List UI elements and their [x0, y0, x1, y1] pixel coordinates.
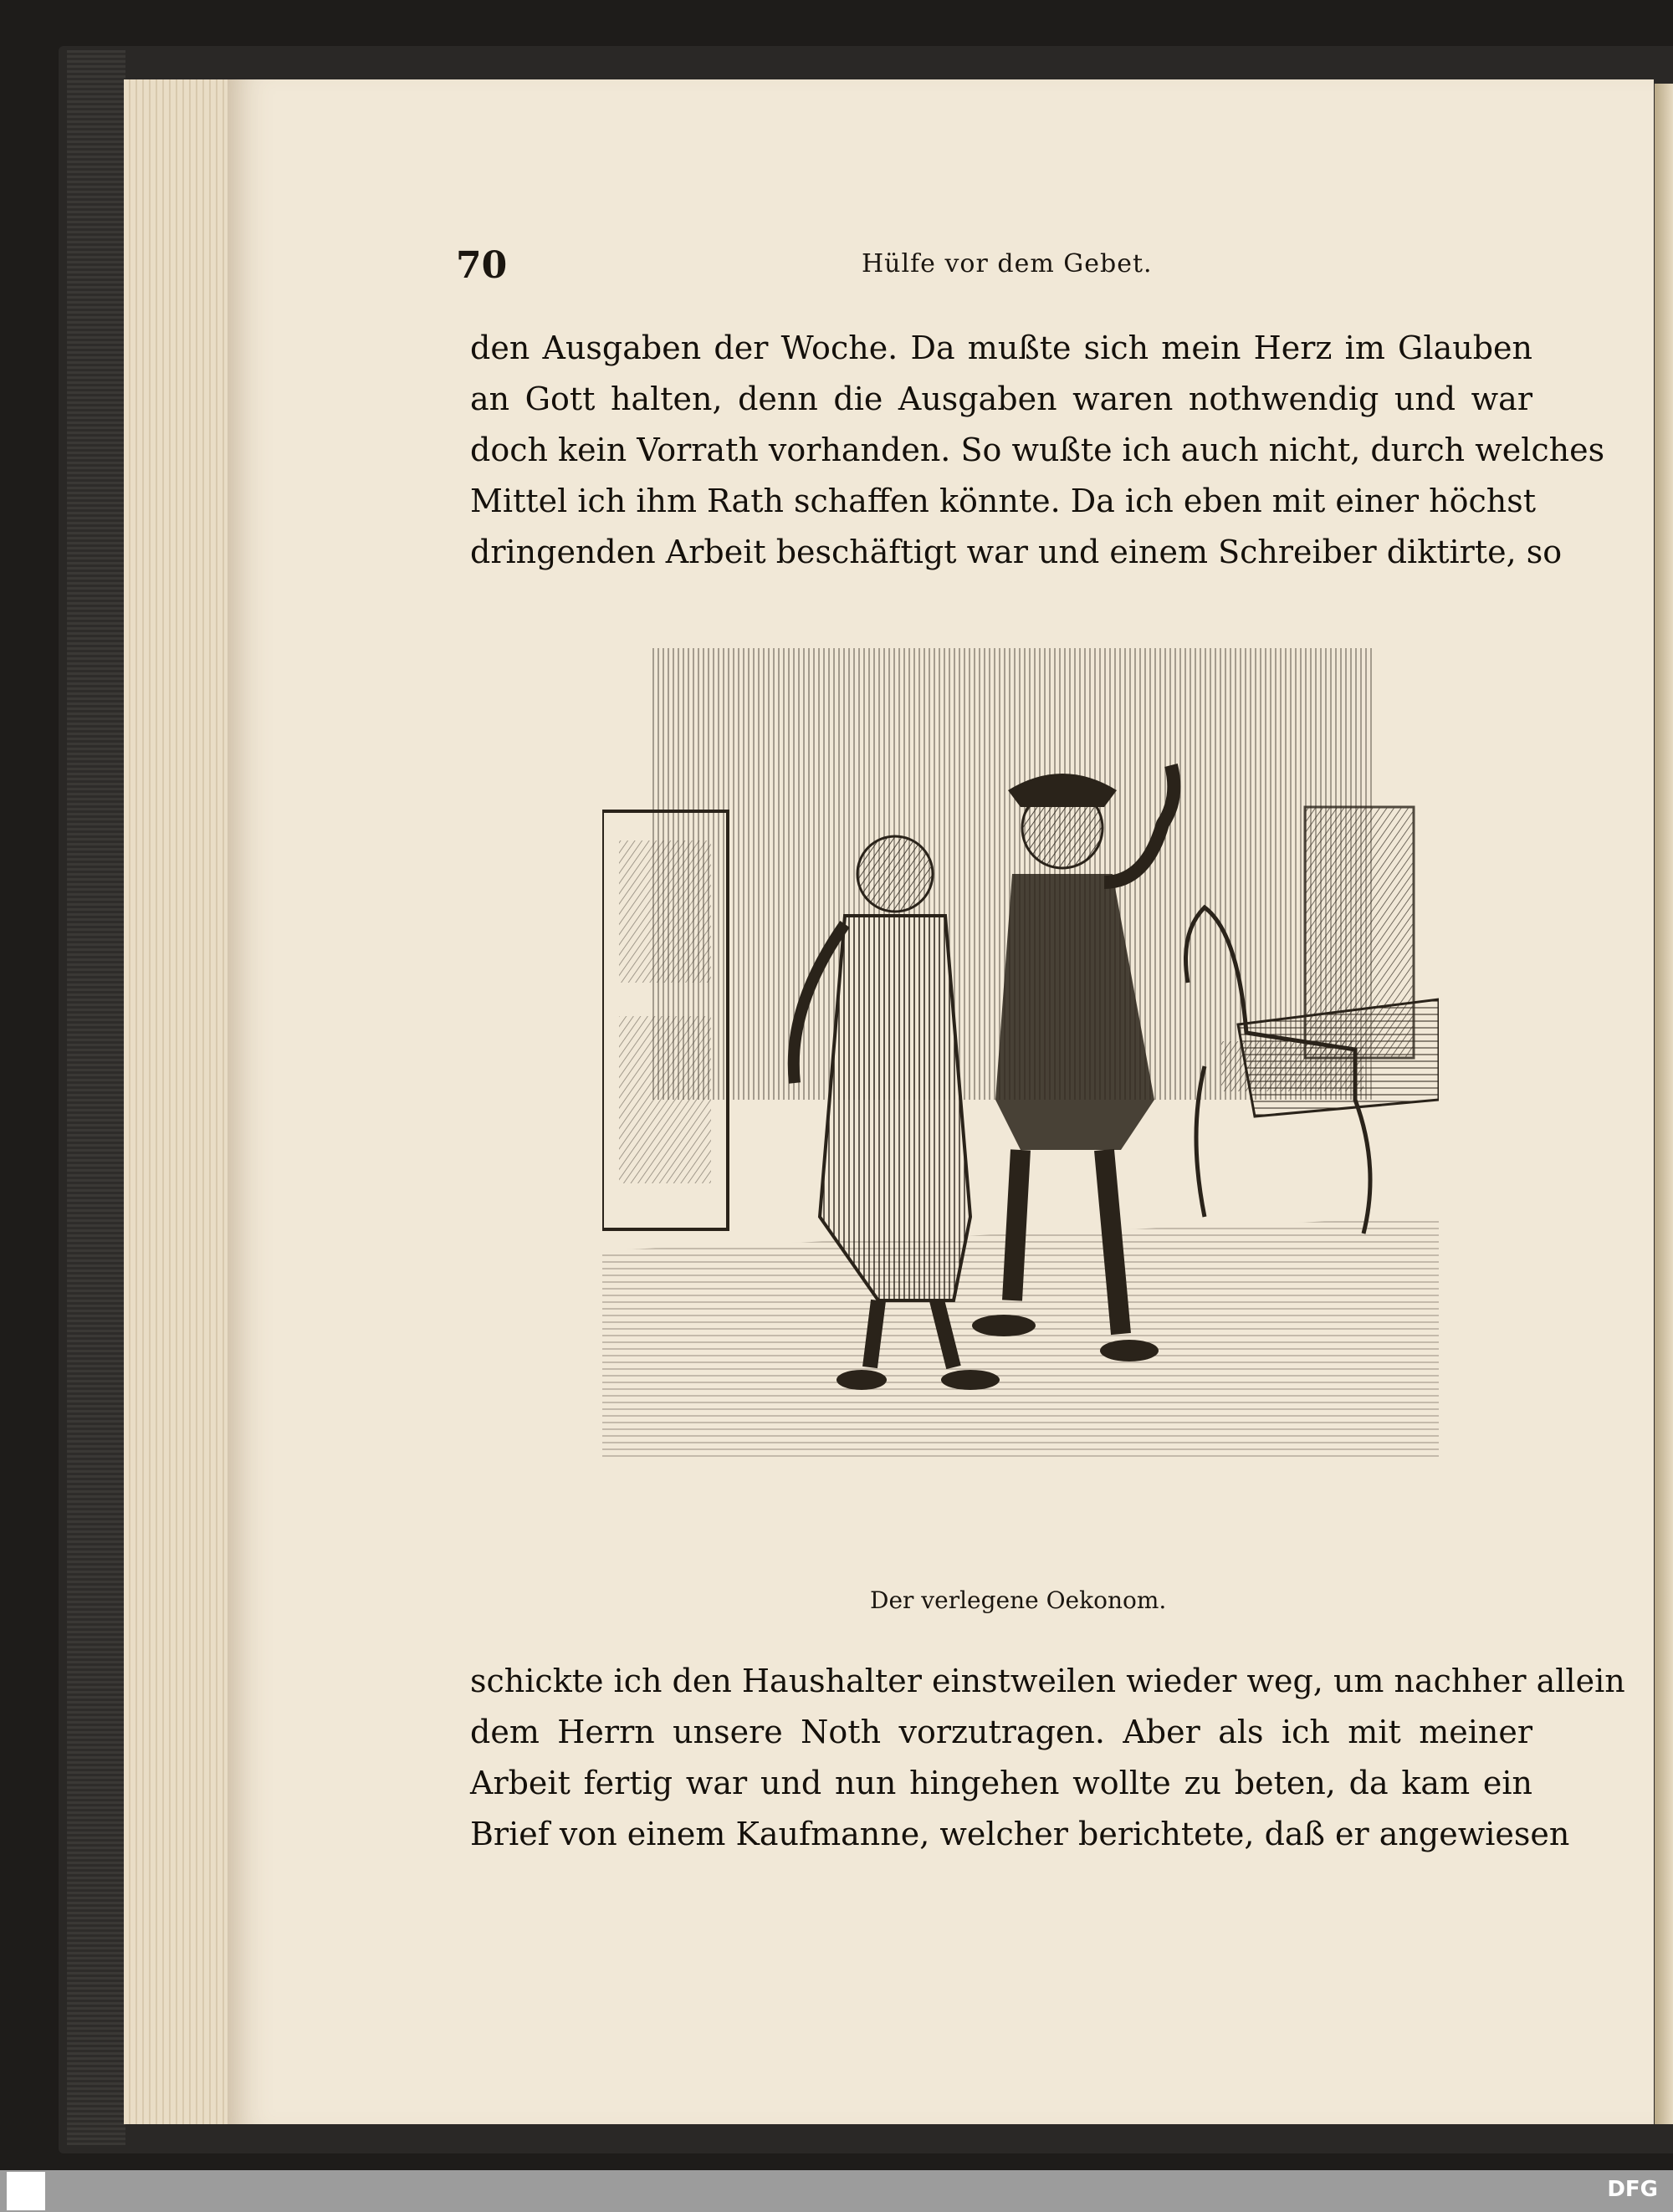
body-text-top — [470, 323, 1605, 578]
dfg-logo: DFG — [1607, 2177, 1658, 2202]
running-head: Hülfe vor dem Gebet. — [862, 249, 1153, 278]
engraving-illustration — [602, 631, 1439, 1459]
text-line: Mittel ich ihm Rath schaffen könnte. Da ich eben mit einer höchst — [470, 483, 1537, 519]
book-spine-edge — [67, 50, 125, 2145]
text-line: dem Herrn unsere Noth vorzutragen. Aber als ich mit meiner — [470, 1714, 1532, 1750]
library-logo — [7, 2172, 45, 2210]
text-line: schickte ich den Haushalter einstweilen wieder weg, um nachher allein — [470, 1663, 1625, 1699]
page-number: 70 — [456, 244, 508, 287]
text-line: an Gott halten, denn die Ausgaben waren nothwendig und war — [470, 381, 1532, 417]
body-text-bottom — [470, 1656, 1625, 1860]
facing-page-edge — [1655, 84, 1673, 2124]
page-edges — [124, 79, 241, 2124]
illustration-caption: Der verlegene Oekonom. — [870, 1586, 1167, 1614]
viewer-footer-bar — [0, 2170, 1673, 2212]
text-line: dringenden Arbeit beschäftigt war und einem Schreiber diktirte, so — [470, 534, 1563, 570]
text-line: doch kein Vorrath vorhanden. So wußte ich auch nicht, durch welches — [470, 432, 1605, 468]
text-line: Brief von einem Kaufmanne, welcher berichtete, daß er angewiesen — [470, 1816, 1570, 1852]
text-line: Arbeit fertig war und nun hingehen wollte zu beten, da kam ein — [470, 1765, 1532, 1801]
text-line: den Ausgaben der Woche. Da mußte sich mein Herz im Glauben — [470, 330, 1532, 366]
